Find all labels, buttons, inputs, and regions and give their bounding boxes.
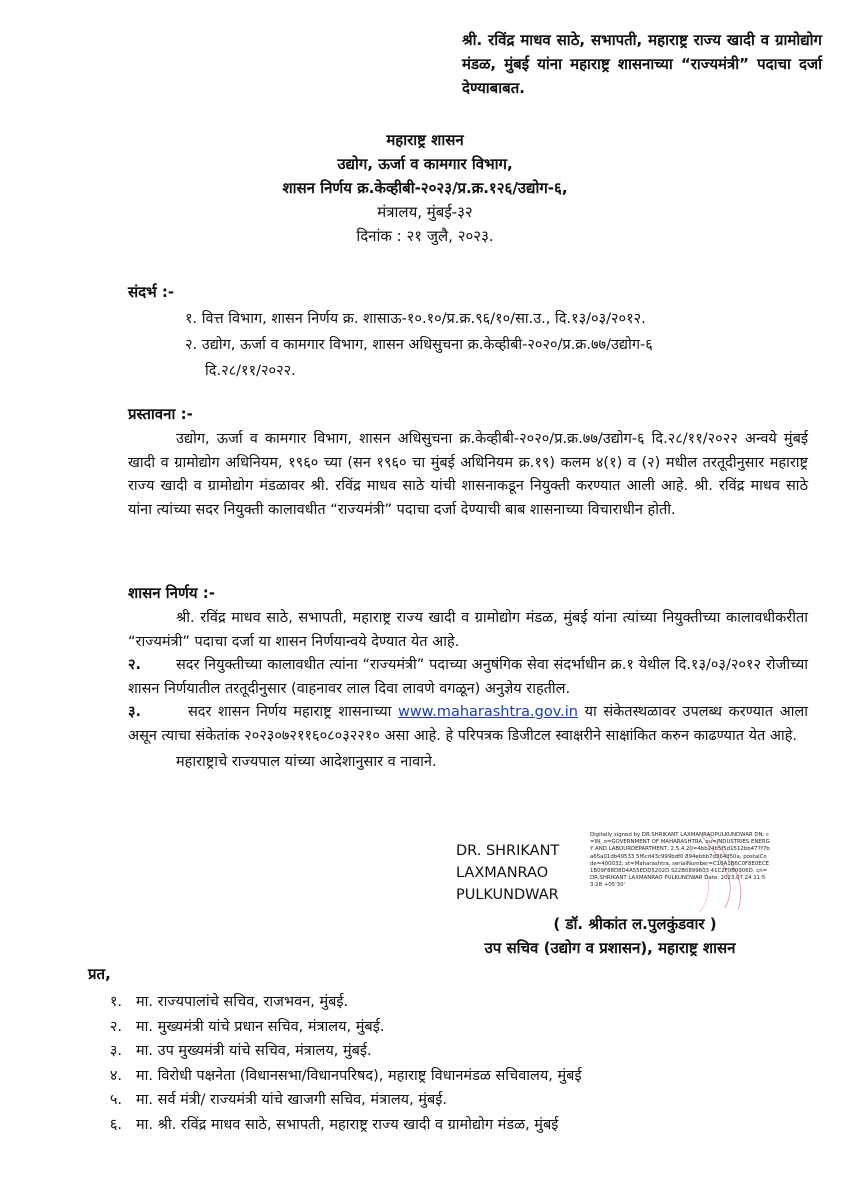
- department-name: उद्योग, ऊर्जा व कामगार विभाग,: [337, 155, 513, 173]
- list-num: ४.: [109, 1067, 122, 1084]
- signer-name-block: [456, 840, 586, 906]
- govt-name: महाराष्ट्र शासन: [386, 131, 464, 149]
- decision-para-3: [128, 701, 808, 748]
- para-text-post: या संकेतस्थळावर उपलब्ध करण्यात आला असून त्याचा संकेतांक २०२३०७२११६०८०३२२१० असा आहे. हे परिपत्रक डिजीटल स्वाक्षरीने साक्षांकित करुन काढण्यात येत आहे.: [128, 704, 809, 744]
- document-header: [0, 128, 850, 248]
- signer-name-line: PULKUNDWAR: [456, 887, 559, 903]
- list-item: [90, 1039, 810, 1064]
- decision-para-1: श्री. रविंद्र माधव साठे, सभापती, महाराष्ट्र राज्य खादी व ग्रामोद्योग मंडळ, मुंबई यांना त्यांच्या नियुक्तीच्या कालावधीकरीता “राज्यमंत्री” पदाचा दर्जा या शासन निर्णयान्वये देण्यात येत आहे.: [128, 610, 808, 650]
- list-item: [90, 1113, 810, 1138]
- signer-name-line: DR. SHRIKANT: [456, 843, 560, 859]
- list-num: ५.: [109, 1092, 122, 1108]
- subject-line: श्री. रविंद्र माधव साठे, सभापती, महाराष्ट्र राज्य खादी व ग्रामोद्योग मंडळ, मुंबई यांना महाराष्ट्र शासनाच्या “राज्यमंत्री” पदाचा दर्जा देण्याबाबत.: [462, 31, 822, 97]
- decision-title: शासन निर्णय :-: [128, 584, 215, 602]
- para-number: २.: [128, 657, 142, 673]
- list-num: ६.: [109, 1116, 122, 1133]
- signatory-designation: उप सचिव (उद्योग व प्रशासन), महाराष्ट्र शासन: [484, 939, 736, 957]
- list-text: मा. राज्यपालांचे सचिव, राजभवन, मुंबई.: [136, 994, 349, 1010]
- copies-list: [90, 990, 810, 1137]
- preamble-title: प्रस्तावना :-: [128, 405, 193, 423]
- reference-item-cont: दि.२८/११/२०२२.: [205, 363, 296, 379]
- place: मंत्रालय, मुंबई-३२: [377, 203, 473, 221]
- preamble-text: उद्योग, ऊर्जा व कामगार विभाग, शासन अधिसुचना क्र.केव्हीबी-२०२०/प्र.क्र.७७/उद्योग-६ दि.२८/११/२०२२ अन्वये मुंबई खादी व ग्रामोद्योग अधिनियम, १९६० च्या (सन १९६० चा मुंबई अधिनियम क्र.१९) कलम ४(१) व (२) मधील तरतूदीनुसार महाराष्ट्र राज्य खादी व ग्रामोद्योग मंडळावर श्री. रविंद्र माधव साठे यांची शासनाकडून नियुक्ती करण्यात आली आहे. श्री. रविंद्र माधव साठे यांना त्यांच्या सदर नियुक्ती कालावधीत “राज्यमंत्री” पदाचा दर्जा देण्याची बाब शासनाच्या विचाराधीन होती.: [128, 431, 808, 518]
- list-item: [90, 1064, 810, 1089]
- list-item: [90, 1015, 810, 1040]
- list-item: [90, 990, 810, 1015]
- signatory-name: ( डॉ. श्रीकांत ल.पुलकुंडवार ): [553, 915, 717, 933]
- para-text: सदर नियुक्तीच्या कालावधीत त्यांना “राज्यमंत्री” पदाच्या अनुषंगिक सेवा संदर्भाधीन क्र.१ येथील दि.१३/०३/२०१२ रोजीच्या शासन निर्णयातील तरतूदीनुसार (वाहनावर लाल दिवा लावणे वगळून) अनुज्ञेय राहतील.: [128, 657, 808, 697]
- reference-item: [128, 332, 818, 358]
- para-number: ३.: [128, 704, 142, 720]
- list-text: मा. उप मुख्यमंत्री यांचे सचिव, मंत्रालय, मुंबई.: [136, 1043, 372, 1059]
- references-section: [128, 282, 818, 384]
- copies-title-text: प्रत,: [88, 965, 111, 983]
- digital-signature: [590, 830, 770, 914]
- para-text-pre: सदर शासन निर्णय महाराष्ट्र शासनाच्या: [188, 704, 392, 720]
- list-num: ३.: [109, 1043, 122, 1059]
- date: दिनांक : २१ जुलै, २०२३.: [356, 227, 494, 245]
- decision-section: [128, 583, 808, 775]
- closing-line: महाराष्ट्राचे राज्यपाल यांच्या आदेशानुसार व नावाने.: [176, 754, 437, 770]
- references-title: संदर्भ :-: [128, 283, 175, 301]
- decision-para-2: [128, 654, 808, 701]
- reference-num: १.: [185, 311, 198, 327]
- list-text: मा. विरोधी पक्षनेता (विधानसभा/विधानपरिषद), महाराष्ट्र विधानमंडळ सचिवालय, मुंबई: [136, 1067, 582, 1084]
- reference-text: वित्त विभाग, शासन निर्णय क्र. शासाऊ-१०.१०/प्र.क्र.९६/१०/सा.उ., दि.१३/०३/२०१२.: [201, 311, 646, 327]
- list-text: मा. मुख्यमंत्री यांचे प्रधान सचिव, मंत्रालय, मुंबई.: [136, 1018, 385, 1035]
- reference-num: २.: [185, 337, 198, 353]
- reference-item: [128, 306, 818, 332]
- signatory-block: [484, 912, 755, 960]
- signer-name-line: LAXMANRAO: [456, 865, 549, 881]
- list-num: २.: [109, 1018, 122, 1035]
- website-link[interactable]: www.maharashtra.gov.in: [397, 704, 579, 720]
- list-num: १.: [109, 994, 122, 1010]
- list-text: मा. श्री. रविंद्र माधव साठे, सभापती, महाराष्ट्र राज्य खादी व ग्रामोद्योग मंडळ, मुंबई: [136, 1116, 559, 1133]
- digital-signature-text: Digitally signed by DR.SHRIKANT LAXMANRAOPULKUNDWAR DN: c=IN, o=GOVERNMENT OF MAHARASHTRA, ou=INDUSTRIES ENERGY AND LABOURDEPARTMENT, 2.5.4.20=4bb24b5f5d1512bb477f7ba65a01db49533 5f6cd43c999bdf0 894ebbb7d364d50a, postalCode=400032, st=Maharashtra, serialNumber=C10A1B6C0F8E0ECE1B09F88D8D4A55EDD5202D S22B0899603 41C2F0B0906D, cn=DR.SHRIKANT LAXMANRAO PULKUNDWAR Date: 2023.07.24 11:53:28 +05'30': [590, 832, 770, 889]
- list-item: [90, 1088, 810, 1113]
- reference-text: उद्योग, ऊर्जा व कामगार विभाग, शासन अधिसुचना क्र.केव्हीबी-२०२०/प्र.क्र.७७/उद्योग-६: [201, 337, 653, 353]
- copies-title: [88, 964, 111, 984]
- gr-number: शासन निर्णय क्र.केव्हीबी-२०२३/प्र.क्र.१२६/उद्योग-६,: [282, 179, 568, 197]
- preamble-section: [128, 404, 808, 522]
- list-text: मा. सर्व मंत्री/ राज्यमंत्री यांचे खाजगी सचिव, मंत्रालय, मुंबई.: [136, 1092, 447, 1108]
